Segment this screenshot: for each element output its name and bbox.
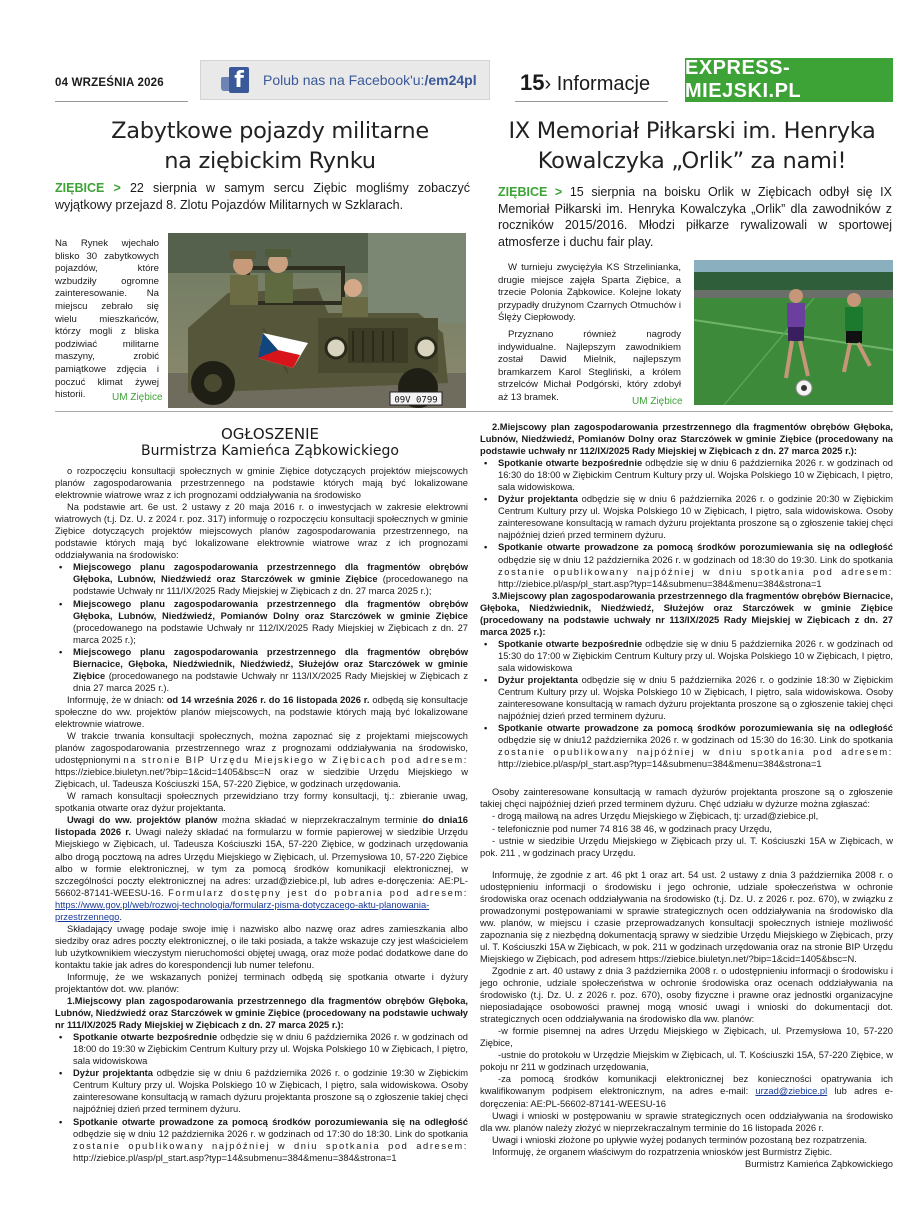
plan2-meetings [480, 457, 893, 590]
plan-list [55, 561, 468, 694]
list-item: • Miejscowego planu zagospodarowania przestrzennego dla fragmentów obrębów Głęboka, Lubnów, Niedźwiedź oraz Starczówek w gminie Ziębice (procedowanego na podstawie Uchwały nr 111/IX/2025 Rady Miejskiej w Ziębicach z dn. 27 marca 2025 r.); [55, 561, 468, 597]
signature: Burmistrz Kamieńca Ząbkowickiego [745, 1158, 893, 1169]
email-link[interactable]: urzad@ziebice.pl [755, 1086, 828, 1097]
announcement-subheading: Burmistrza Kamieńca Ząbkowickiego [140, 443, 399, 459]
article2-title-line2: Kowalczyka „Orlik” za nami! [537, 148, 847, 174]
list-item: • Miejscowego planu zagospodarowania przestrzennego dla fragmentów obrębów Głęboka, Lubnów, Niedźwiedź, Pomianów Dolny oraz Starczówek w gminie Ziębice (procedowanego na podstawie Uchwały nr 112/IX/2025 Rady Miejskiej w Ziębicach z dn. 27 marca 2025 r.); [55, 598, 468, 646]
ann-paragraph: -w formie pisemnej na adres Urzędu Miejskiego w Ziębicach, ul. Przemysłowa 10, 57-220 Ziębice, [480, 1026, 893, 1049]
facebook-text: Polub nas na Facebook'u: [263, 72, 425, 88]
ann-paragraph: Uwagi i wnioski w postępowaniu w sprawie strategicznych ocen oddziaływania na środowisko dla ww. planów należy złożyć w nieprzekraczalnym terminie do 16 listopada 2026 r. [480, 1110, 893, 1133]
list-item: • Miejscowego planu zagospodarowania przestrzennego dla fragmentów obrębów Biernacice, Głęboka, Niedźwiednik, Niedźwiedź, Służejów oraz Starczówek w gminie Ziębice (procedowanego na podstawie Uchwały nr 113/IX/2025 Rady Miejskiej w Ziębicach z dnia 27 marca 2025 r.). [55, 646, 468, 694]
page-number: 15 [520, 70, 545, 95]
article2-body2: Przyznano również nagrody indywidualne. Najlepszym zawodnikiem został Dawid Mielnik, najlepszym bramkarzem Karol Stegliński, a królem strzelców Michał Podgórski, który zdobył aż 13 bramek. [498, 329, 681, 403]
list-item: • Spotkanie otwarte prowadzone za pomocą środków porozumiewania się na odległość odbędzie się w dniu 12 października 2026 r. w godzinach od 18:30 do 19:30. Link do spotkania zostanie opublikowany najpóźniej w dniu spotkania pod adresem: http://ziebice.pl/asp/pl_start.asp?typ=14&submenu=384&menu=384&strona=1 [480, 541, 893, 589]
ann-paragraph: -za pomocą środków komunikacji elektronicznej bez konieczności opatrywania ich kwalifikowanym podpisem elektronicznym, na adres e-mail: urzad@ziebice.pl lub adres e-doręczenia: AE:PL-56602-87141-WEESU-16 [480, 1074, 893, 1109]
ann-paragraph: Osoby zainteresowane konsultacją w ramach dyżurów projektanta proszone są o zgłoszenie takiej chęci najpóźniej dzień przed terminem dyżuru. Chęć udziału w dyżurze można zgłaszać: [480, 787, 893, 810]
ann-paragraph: o rozpoczęciu konsultacji społecznych w gminie Ziębice dotyczących projektów miejscowych planów zagospodarowania przestrzennego na podstawie których mają być lokalizowane elektrownie wiatrowe wraz z ich prognozami oddziaływania na środowisko [55, 466, 468, 501]
article2-lead [498, 184, 892, 250]
article2-title [492, 116, 892, 176]
article2-body1: W turnieju zwyciężyła KS Strzelinianka, drugie miejsce zajęła Sparta Ziębice, a trzecie Polonia Ząbkowice. Kolejne lokaty przypadły drużynom Czarnych Otmuchów i Ślęży Ciepłowody. [498, 262, 681, 324]
ann-paragraph: Informuję, że we wskazanych poniżej terminach odbędą się spotkania otwarte i dyżury projektantów dot. ww. planów: [55, 971, 468, 995]
license-plate-text: 09V 0799 [394, 395, 438, 406]
facebook-handle[interactable]: /em24pl [424, 72, 477, 88]
article1-lead [55, 180, 470, 213]
ann-paragraph: - drogą mailową na adres Urzędu Miejskiego w Ziębicach, tj: urzad@ziebice.pl, [492, 811, 819, 822]
article1-title-line1: Zabytkowe pojazdy militarne [111, 118, 429, 144]
article1-credit: UM Ziębice [112, 392, 163, 403]
announcement-left-column [55, 465, 468, 1164]
ann-paragraph: - telefonicznie pod numer 74 816 38 46, w godzinach pracy Urzędu, [492, 823, 772, 834]
ann-paragraph: Na podstawie art. 6e ust. 2 ustawy z 20 maja 2016 r. o inwestycjach w zakresie elektrowni wiatrowych (t.j. Dz. U. z 2024 r. poz. 317) informuję o rozpoczęciu konsultacji społecznych w gminie Ziębice dotyczących projektów miejscowych planów zagospodarowania przestrzennego, na podstawie których mają być lokalizowane elektrownie wiatrowe wraz z ich prognozami oddziaływania na środowisko: [55, 502, 468, 561]
ann-paragraph: Składający uwagę podaje swoje imię i nazwisko albo nazwę oraz adres zamieszkania albo siedziby oraz adres poczty elektronicznej, o ile taki posiada, a także wskazuje czy jest właścicielem lub użytkownikiem wieczystym nieruchomości objętej uwagą, oraz może podać dodatkowe dane do kontaktu takie jak adres do korespondencji lub numer telefonu. [55, 923, 468, 970]
issue-date: 04 WRZEŚNIA 2026 [55, 77, 164, 89]
article1-body: Na Rynek wjechało blisko 30 zabytkowych pojazdów, które wzbudziły ogromne zainteresowanie. Na miejscu zebrało się wielu mieszkańców, którzy mogli z bliska podziwiać militarne maszyny, zrobić pamiątkowe zdjęcia i poczuć klimat żywej historii. [55, 238, 159, 401]
ann-paragraph: W ramach konsultacji społecznych przewidziano trzy formy konsultacji, tj.: zbieranie uwag, spotkania otwarte oraz dyżur projektanta. [55, 791, 468, 814]
list-item: • Dyżur projektanta odbędzie się w dniu 6 października 2026 r. o godzinie 20:30 w Ziębickim Centrum Kultury przy ul. Wojska Polskiego 10 w Ziębicach, I piętro, sala widowiskowa. Osoby zainteresowane konsultacją w ramach dyżuru projektanta proszone są o zgłoszenie takiej chęci najpóźniej dzień przed terminem dyżuru. [480, 493, 893, 541]
section-divider [55, 411, 893, 412]
plan2-heading: 2.Miejscowy plan zagospodarowania przestrzennego dla fragmentów obrębów Głęboka, Lubnów, Niedźwiedź, Pomianów Dolny oraz Starczówek w gminie Ziębice (procedowany na podstawie uchwały nr 112/IX/2025 Rady Miejskiej w Ziębicach z dn. 27 marca 2025 r.): [480, 422, 893, 457]
announcement-right-column [480, 421, 893, 1170]
military-vehicle-photo [168, 233, 466, 408]
facebook-like-icon: f [221, 67, 257, 93]
form-download-link[interactable]: https://www.gov.pl/web/rozwoj-technologia/formularz-pisma-dotyczacego-aktu-planowania-przestrzennego [55, 899, 430, 922]
list-item: • Spotkanie otwarte prowadzone za pomocą środków porozumiewania się na odległość odbędzie się w dniu12 października 2026 r. w godzinach od 15:30 do 16:30. Link do spotkania zostanie opublikowany najpóźniej w dniu spotkania pod adresem: http://ziebice.pl/asp/pl_start.asp?typ=14&submenu=384&menu=384&strona=1 [480, 722, 893, 770]
plan1-meetings [55, 1031, 468, 1164]
ann-paragraph: W trakcie trwania konsultacji społecznych, można zapoznać się z projektami miejscowych planów zagospodarowania przestrzennego wraz z prognozami oddziaływania na środowisko, udostępnionymi na stronie BIP Urzędu Miejskiego w Ziębicach pod adresem: https://ziebice.biuletyn.net/?bip=1&cid=1405&bsc=N oraz w siedzibie Urzędu Miejskiego w Ziębicach, ul. Tadeusza Kościuszki 15A, 57-220 Ziębice, w godzinach urzędowania. [55, 731, 468, 790]
article1-lead-text: 22 sierpnia w samym sercu Ziębic mogliśmy zobaczyć wyjątkowy przejazd 8. Zlotu Pojazdów Militarnych w Szklarach. [55, 181, 470, 212]
article2-lead-text: 15 sierpnia na boisku Orlik w Ziębicach odbył się IX Memoriał Piłkarski im. Henryka Kowalczyka „Orlik” dla zawodników z roczników 2015/2016. Młodzi piłkarze rywalizowali w sportowej atmosferze i duchu fair play. [498, 185, 892, 249]
list-item: • Spotkanie otwarte bezpośrednie odbędzie się w dniu 6 października 2026 r. w godzinach od 16:30 do 18:00 w Ziębickim Centrum Kultury przy ul. Wojska Polskiego 10 w Ziębicach, I piętro, sala widowiskowa. [480, 457, 893, 493]
facebook-banner[interactable] [200, 60, 490, 100]
article1-title [55, 116, 485, 176]
header-rule [55, 101, 188, 102]
ann-paragraph: Informuję, że w dniach: od 14 września 2026 r. do 16 listopada 2026 r. odbędą się konsultacje społeczne do ww. projektów planów miejscowych, na podstawie których mają być lokalizowane elektrownie wiatrowe. [55, 694, 468, 729]
plan3-meetings [480, 638, 893, 771]
ann-paragraph: Informuję, że zgodnie z art. 46 pkt 1 oraz art. 54 ust. 2 ustawy z dnia 3 października 2008 r. o udostępnieniu informacji o środowisku i jego ochronie, udziale społeczeństwa w ochronie środowiska oraz ocenach oddziaływania na środowisko (t.j. Dz. U. z 2026 r. poz. 670), w związku z prowadzonymi postępowaniami w sprawie strategicznych ocen oddziaływania na środowisko dla ww. planów, w miejscu i czasie przeprowadzanych konsultacji społecznych istnieje możliwość zapoznania się z niezbędną dokumentacją sprawy w siedzibie Urzędu Miejskiego w Ziębicach, przy ul. T. Kościuszki 15A w Ziębicach, w pok. 211 w godzinach urzędowania oraz na stronie BIP Urzędu Miejskiego w Ziębicach, pod adresem https://ziebice.biuletyn.net/?bip=1&cid=1405&bsc=N. [480, 869, 893, 964]
ann-paragraph: Zgodnie z art. 40 ustawy z dnia 3 października 2008 r. o udostępnieniu informacji o środowisku i jego ochronie, udziale społeczeństwa w ochronie środowiska oraz ocenach oddziaływania na środowisko (t.j. Dz. U. z 2026 r. poz. 670), osoby fizyczne i prawne oraz jednostki organizacyjne nieposiadające osobowości prawnej mogą wnosić uwagi i wnioski do dokumentacji dot. strategicznych ocen oddziaływania na środowisko dla ww. planów: [480, 966, 893, 1025]
football-photo [694, 260, 893, 405]
article2-place: ZIĘBICE > [498, 185, 570, 199]
list-item: • Dyżur projektanta odbędzie się w dniu 6 października 2026 r. o godzinie 19:30 w Ziębickim Centrum Kultury przy ul. Wojska Polskiego 10 w Ziębicach, I piętro, sala widowiskowa. Osoby zainteresowane konsultacją w ramach dyżuru projektanta proszone są o zgłoszenie takiej chęci najpóźniej dzień przed terminem dyżuru. [55, 1067, 468, 1115]
announcement-heading: OGŁOSZENIE [220, 425, 320, 443]
list-item: • Spotkanie otwarte bezpośrednie odbędzie się w dniu 5 października 2026 r. w godzinach od 15:30 do 17:00 w Ziębickim Centrum Kultury przy ul. Wojska Polskiego 10 w Ziębicach, I piętro, sala widowiskowa [480, 638, 893, 674]
ann-paragraph: Uwagi do ww. projektów planów można składać w nieprzekraczalnym terminie do dnia16 listopada 2026 r. Uwagi należy składać na formularzu w formie papierowej w siedzibie Urzędu Miejskiego w Ziębicach, ul. Tadeusza Kościuszki 15A, 57-220 Ziębice, w godzinach urzędowania albo drogą pocztową na adres Urzędu Miejskiego w Ziębicach, ul. Przemysłowa 10, 57-220 Ziębice albo w formie elektronicznej, w tym za pomocą środków komunikacji elektronicznej, w szczególności poczty elektronicznej na adres: urzad@ziebice.pl, lub adres e-doręczenia: AE:PL-56602-87141-WEESU-16. Formularz dostępny jest do pobrania pod adresem: https://www.gov.pl/web/rozwoj-technologia/formularz-pisma-dotyczacego-aktu-planowania-przestrzennego. [55, 815, 468, 922]
list-item: • Spotkanie otwarte prowadzone za pomocą środków porozumiewania się na odległość odbędzie się w dniu 12 października 2026 r. w godzinach od 17:30 do 18:30. Link do spotkania zostanie opublikowany najpóźniej w dniu spotkania pod adresem: http://ziebice.pl/asp/pl_start.asp?typ=14&submenu=384&menu=384&strona=1 [55, 1116, 468, 1164]
military-vehicle-illustration [168, 233, 466, 408]
article2-title-line1: IX Memoriał Piłkarski im. Henryka [508, 118, 876, 144]
ann-paragraph: - ustnie w siedzibie Urzędu Miejskiego w Ziębicach przy ul. T. Kościuszki 15A w Ziębicach, w pok. 211 , w godzinach pracy Urzędu. [480, 835, 893, 858]
list-item: • Spotkanie otwarte bezpośrednie odbędzie się w dniu 6 października 2026 r. w godzinach od 18:00 do 19:30 w Ziębickim Centrum Kultury przy ul. Wojska Polskiego 10 w Ziębicach, I piętro, sala widowiskowa [55, 1031, 468, 1067]
plan1-heading: 1.Miejscowy plan zagospodarowania przestrzennego dla fragmentów obrębów Głęboka, Lubnów, Niedźwiedź oraz Starczówek w gminie Ziębice (procedowany na podstawie uchwały nr 111/IX/2025 Rady Miejskiej w Ziębicach z dn. 27 marca 2025 r.): [55, 996, 468, 1031]
ann-paragraph: -ustnie do protokołu w Urzędzie Miejskim w Ziębicach, ul. T. Kościuszki 15A, 57-220 Ziębice, w pokoju nr 211 w godzinach urzędowania, [480, 1050, 893, 1073]
plan3-heading: 3.Miejscowy plan zagospodarowania przestrzennego dla fragmentów obrębów Biernacice, Głęboka, Niedźwiednik, Niedźwiedź, Służejów oraz Starczówek w gminie Ziębice (procedowany na podstawie uchwały nr 113/IX/2025 Rady Miejskiej w Ziębicach z dn. 27 marca 2025 r.): [480, 590, 893, 637]
ann-paragraph: Informuję, że organem właściwym do rozpatrzenia wniosków jest Burmistrz Ziębic. [492, 1146, 833, 1157]
brand-logo: EXPRESS-MIEJSKI.PL [685, 58, 893, 102]
page-number-section [520, 70, 650, 96]
ann-paragraph: Uwagi i wnioski złożone po upływie wyżej podanych terminów pozostaną bez rozpatrzenia. [492, 1134, 867, 1145]
article2-credit: UM Ziębice [632, 396, 683, 407]
section-name: › Informacje [544, 73, 651, 95]
article1-title-line2: na ziębickim Rynku [164, 148, 376, 174]
football-illustration [694, 260, 893, 405]
list-item: • Dyżur projektanta odbędzie się w dniu 5 października 2026 r. o godzinie 18:30 w Ziębickim Centrum Kultury przy ul. Wojska Polskiego 10 w Ziębicach, I piętro, sala widowiskowa. Osoby zainteresowane konsultacją w ramach dyżuru projektanta proszone są o zgłoszenie takiej chęci najpóźniej dzień przed terminem dyżuru. [480, 674, 893, 722]
article1-place: ZIĘBICE > [55, 181, 130, 195]
header-rule-right [515, 101, 668, 102]
